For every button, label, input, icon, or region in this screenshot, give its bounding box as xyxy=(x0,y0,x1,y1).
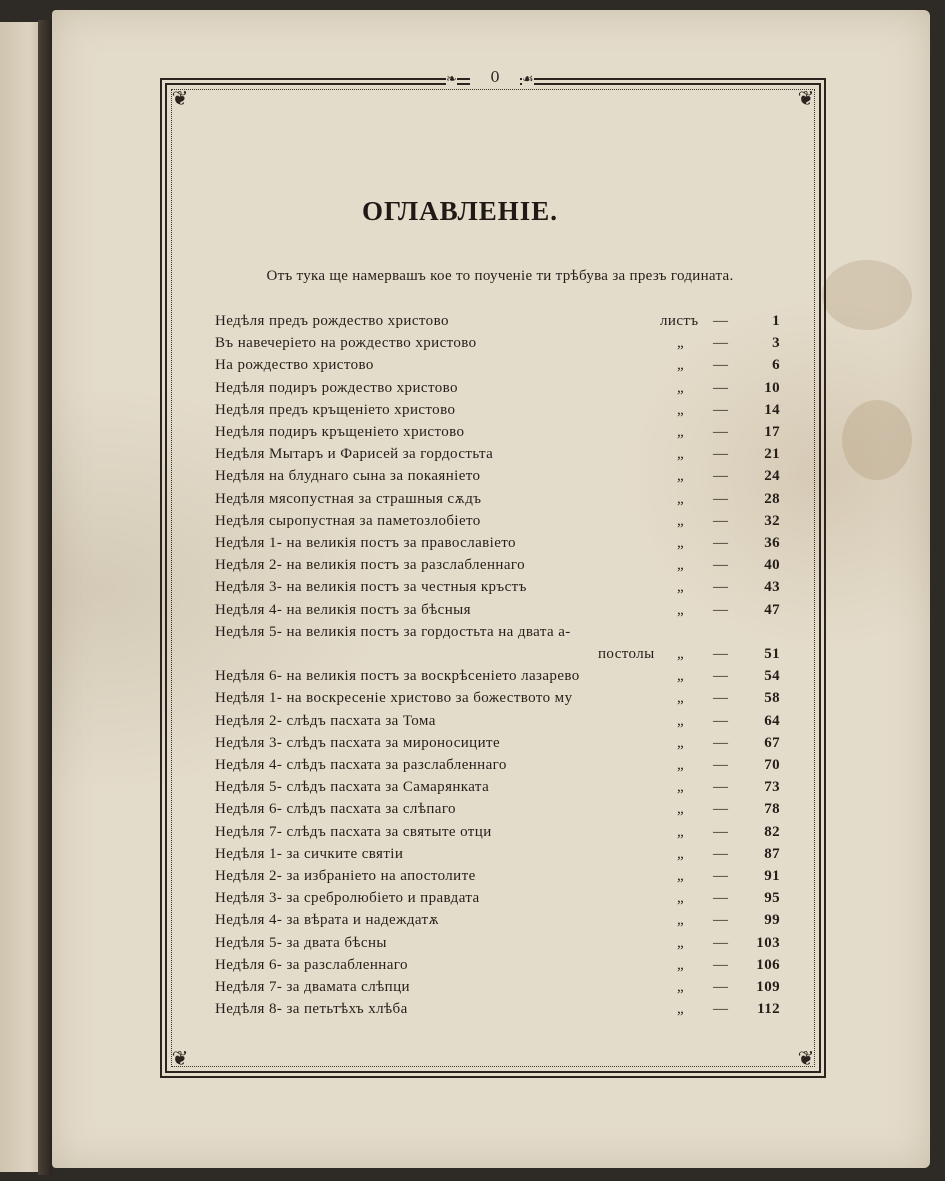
toc-entry-marker: „ xyxy=(677,424,685,440)
toc-entry-dash: — xyxy=(713,424,729,440)
toc-entry xyxy=(215,399,790,421)
toc-entry-dash: — xyxy=(713,868,729,884)
toc-entry-page: 17 xyxy=(764,424,780,440)
toc-entry-title: Недѣля подиръ кръщеніето христово xyxy=(215,424,465,440)
toc-entry-page: 24 xyxy=(764,468,780,485)
toc-entry-marker: „ xyxy=(677,512,685,529)
toc-entry-title: Недѣля 7- слѣдъ пасхата за святыте отци xyxy=(215,823,492,840)
toc-entry-marker: „ xyxy=(677,868,685,884)
toc-entry-page: 70 xyxy=(764,757,780,773)
leaf-ornament-icon: ☙ xyxy=(522,72,534,87)
toc-entry-marker: „ xyxy=(677,712,685,729)
toc-entry-marker: „ xyxy=(677,1001,685,1018)
toc-entry-title: Недѣля 8- за петьтѣхъ хлѣба xyxy=(215,1001,408,1018)
toc-entry-marker: „ xyxy=(677,823,685,840)
toc-entry-title: Въ навечеріето на рождество христово xyxy=(215,335,477,352)
toc-entry-marker: „ xyxy=(677,357,685,374)
toc-entry xyxy=(215,354,790,376)
toc-entry xyxy=(215,510,790,532)
toc-entry xyxy=(215,776,790,798)
toc-entry-title: Недѣля 2- на великія постъ за разслабленнаго xyxy=(215,557,525,574)
toc-entry-page: 91 xyxy=(764,868,780,884)
toc-entry-marker: „ xyxy=(677,446,685,463)
toc-entry-dash: — xyxy=(713,446,729,463)
toc-entry xyxy=(215,932,790,954)
toc-entry-title: Недѣля 6- на великія постъ за воскрѣсеніето лазарево xyxy=(215,668,580,685)
toc-entry xyxy=(215,377,790,399)
toc-entry-dash: — xyxy=(713,401,729,418)
toc-entry-dash: — xyxy=(713,1001,729,1018)
toc-entry-title: Недѣля 1- за сичките святіи xyxy=(215,845,404,862)
toc-entry-title: Недѣля 6- слѣдъ пасхата за слѣпаго xyxy=(215,801,456,818)
toc-entry-dash: — xyxy=(713,379,729,396)
toc-entry-title: постолы xyxy=(598,646,655,662)
toc-entry-marker: „ xyxy=(677,668,685,685)
toc-entry-page: 73 xyxy=(764,779,780,796)
toc-entry-page: 40 xyxy=(764,557,780,574)
toc-entry-title: Недѣля предъ кръщеніето христово xyxy=(215,401,456,418)
toc-entry-title: Недѣля 2- слѣдъ пасхата за Тома xyxy=(215,712,436,729)
toc-entry-marker: „ xyxy=(677,335,685,352)
toc-entry xyxy=(215,998,790,1020)
toc-entry-marker: „ xyxy=(677,379,685,396)
toc-entry-marker: „ xyxy=(677,535,685,551)
toc-entry-title: Недѣля 7- за двамата слѣпци xyxy=(215,979,410,995)
toc-entry-dash: — xyxy=(713,668,729,685)
toc-entry-page: 64 xyxy=(764,712,780,729)
toc-entry-dash: — xyxy=(713,557,729,574)
toc-entry-page: 99 xyxy=(764,912,780,929)
corner-ornament-icon: ❦ xyxy=(171,1046,189,1070)
toc-entry-marker: „ xyxy=(677,845,685,862)
toc-entry xyxy=(215,732,790,754)
toc-entry-marker: „ xyxy=(677,956,685,973)
toc-entry-title: Недѣля 5- слѣдъ пасхата за Самарянката xyxy=(215,779,490,796)
toc-entry-marker: „ xyxy=(677,490,685,507)
toc-entry-marker: „ xyxy=(677,801,685,818)
toc-entry xyxy=(215,798,790,820)
toc-entry-page: 47 xyxy=(764,601,780,618)
toc-entry-page: 78 xyxy=(764,801,780,818)
toc-entry-title: Недѣля 5- за двата бѣсны xyxy=(215,934,387,951)
page-title: ОГЛАВЛЕНІЕ. xyxy=(361,196,559,226)
toc-entry-dash: — xyxy=(713,357,729,374)
toc-entry-page: 95 xyxy=(764,890,780,907)
toc-entry-dash: — xyxy=(713,690,729,707)
toc-entry-page: 32 xyxy=(764,512,780,529)
toc-entry-title: Недѣля 3- за сребролюбіето и правдата xyxy=(215,890,480,907)
toc-entry xyxy=(215,310,790,332)
toc-entry-dash: — xyxy=(713,535,729,551)
toc-entry-marker: „ xyxy=(677,579,685,596)
toc-entry xyxy=(215,599,790,621)
toc-entry-page: 10 xyxy=(764,379,780,396)
page-number: 0 xyxy=(470,68,520,86)
toc-entry-title: Недѣля 6- за разслабленнаго xyxy=(215,956,408,973)
toc-entry-page: 51 xyxy=(764,646,780,662)
toc-entry-dash: — xyxy=(713,845,729,862)
toc-entry-marker: „ xyxy=(677,690,685,707)
toc-entry-title: Недѣля Мытаръ и Фарисей за гордостьта xyxy=(215,446,494,463)
toc-entry xyxy=(215,821,790,843)
toc-entry-title: Недѣля 4- слѣдъ пасхата за разслабленнаго xyxy=(215,757,507,773)
toc-entry-title: Недѣля 2- за избраніето на апостолите xyxy=(215,868,476,884)
toc-entry-page: 3 xyxy=(772,335,780,352)
toc-entry-title: Недѣля мясопустная за страшныя сѫдъ xyxy=(215,490,482,507)
toc-entry-marker: „ xyxy=(677,890,685,907)
toc-entry-page: 43 xyxy=(764,579,780,596)
toc-entry xyxy=(215,843,790,865)
toc-entry-page: 103 xyxy=(756,934,780,951)
toc-entry xyxy=(215,554,790,576)
toc-entry xyxy=(215,576,790,598)
toc-entry xyxy=(215,754,790,776)
toc-entry xyxy=(215,954,790,976)
toc-entry-page: 82 xyxy=(764,823,780,840)
toc-entry-dash: — xyxy=(713,601,729,618)
toc-entry-marker: „ xyxy=(677,557,685,574)
toc-entry-marker: „ xyxy=(677,979,685,995)
toc-entry-marker: „ xyxy=(677,646,685,662)
toc-entry-dash: — xyxy=(713,912,729,929)
toc-entry-dash: — xyxy=(713,823,729,840)
toc-entry-marker: листъ xyxy=(660,313,699,329)
toc-entry xyxy=(215,621,790,643)
toc-entry-page: 109 xyxy=(756,979,780,995)
book-spine xyxy=(38,20,52,1175)
toc-entry-page: 87 xyxy=(764,845,780,862)
toc-entry-page: 14 xyxy=(764,401,780,418)
toc-entry-marker: „ xyxy=(677,779,685,796)
toc-entry-dash: — xyxy=(713,757,729,773)
toc-entry-title: Недѣля 5- на великія постъ за гордостьта на двата а- xyxy=(215,623,571,640)
toc-entry-marker: „ xyxy=(677,934,685,951)
toc-entry-dash: — xyxy=(713,890,729,907)
toc-entry-page: 112 xyxy=(757,1001,780,1018)
toc-entry xyxy=(215,443,790,465)
toc-entry xyxy=(215,421,790,443)
toc-entry-marker: „ xyxy=(677,757,685,773)
toc-entry-dash: — xyxy=(713,512,729,529)
toc-entry xyxy=(215,532,790,554)
toc-entry-page: 36 xyxy=(764,535,780,551)
water-stain xyxy=(842,400,912,480)
toc-entry-page: 58 xyxy=(764,690,780,707)
toc-entry xyxy=(215,488,790,510)
toc-entry-title: Недѣля предъ рождество христово xyxy=(215,313,449,329)
toc-entry-page: 6 xyxy=(772,357,780,374)
toc-entry-marker: „ xyxy=(677,734,685,751)
leaf-ornament-icon: ❧ xyxy=(446,72,457,87)
toc-entry-title: Недѣля 4- на великія постъ за бѣсныя xyxy=(215,601,471,618)
toc-entry-page: 54 xyxy=(764,668,780,685)
toc-entry-title: Недѣля сыропустная за паметозлобіето xyxy=(215,512,481,529)
toc-entry xyxy=(215,865,790,887)
corner-ornament-icon: ❦ xyxy=(171,86,189,110)
toc-entry xyxy=(215,465,790,487)
toc-entry-dash: — xyxy=(713,779,729,796)
toc-entry-page: 28 xyxy=(764,490,780,507)
toc-entry-dash: — xyxy=(713,734,729,751)
toc-entry-title: На рождество христово xyxy=(215,357,374,374)
toc-entry-dash: — xyxy=(713,934,729,951)
toc-entry-title: Недѣля 4- за вѣрата и надеждатѫ xyxy=(215,912,440,929)
toc-entry-marker: „ xyxy=(677,912,685,929)
toc-entry-title: Недѣля 1- на великія постъ за православіето xyxy=(215,535,516,551)
toc-entry-dash: — xyxy=(713,335,729,352)
toc-entry-title: Недѣля подиръ рождество христово xyxy=(215,379,458,396)
toc-entry-title: Недѣля 1- на воскресеніе христово за божеството му xyxy=(215,690,573,707)
corner-ornament-icon: ❦ xyxy=(797,86,815,110)
toc-entry-title: Недѣля 3- на великія постъ за честныя кръстъ xyxy=(215,579,527,596)
toc-entry-page: 106 xyxy=(756,956,780,973)
toc-entry-dash: — xyxy=(713,712,729,729)
toc-entry-dash: — xyxy=(713,801,729,818)
toc-entry-marker: „ xyxy=(677,468,685,485)
toc-entry xyxy=(215,976,790,998)
toc-entry-page: 1 xyxy=(772,313,780,329)
toc-entry xyxy=(215,687,790,709)
toc-entry-page: 67 xyxy=(764,734,780,751)
toc-entry-marker: „ xyxy=(677,601,685,618)
toc-entry xyxy=(215,665,790,687)
toc-entry-title: Недѣля 3- слѣдъ пасхата за мироносиците xyxy=(215,734,501,751)
toc-entry-dash: — xyxy=(713,468,729,485)
toc-entry-marker: „ xyxy=(677,401,685,418)
toc-entry xyxy=(215,909,790,931)
toc-entry-dash: — xyxy=(713,979,729,995)
toc-entry xyxy=(215,332,790,354)
toc-entry-dash: — xyxy=(713,646,729,662)
water-stain xyxy=(822,260,912,330)
toc-entry-title: Недѣля на блуднаго сына за покаяніето xyxy=(215,468,481,485)
intro-text: Отъ тука ще намервашъ кое то поученіе ти трѣбува за презъ годината. xyxy=(266,268,734,284)
toc-entry-dash: — xyxy=(713,579,729,596)
toc-entry-dash: — xyxy=(713,956,729,973)
toc-entry-page: 21 xyxy=(764,446,780,463)
corner-ornament-icon: ❦ xyxy=(797,1046,815,1070)
toc-entry xyxy=(598,643,788,665)
toc-entry-dash: — xyxy=(713,313,729,329)
toc-entry xyxy=(215,887,790,909)
toc-entry xyxy=(215,710,790,732)
toc-entry-dash: — xyxy=(713,490,729,507)
